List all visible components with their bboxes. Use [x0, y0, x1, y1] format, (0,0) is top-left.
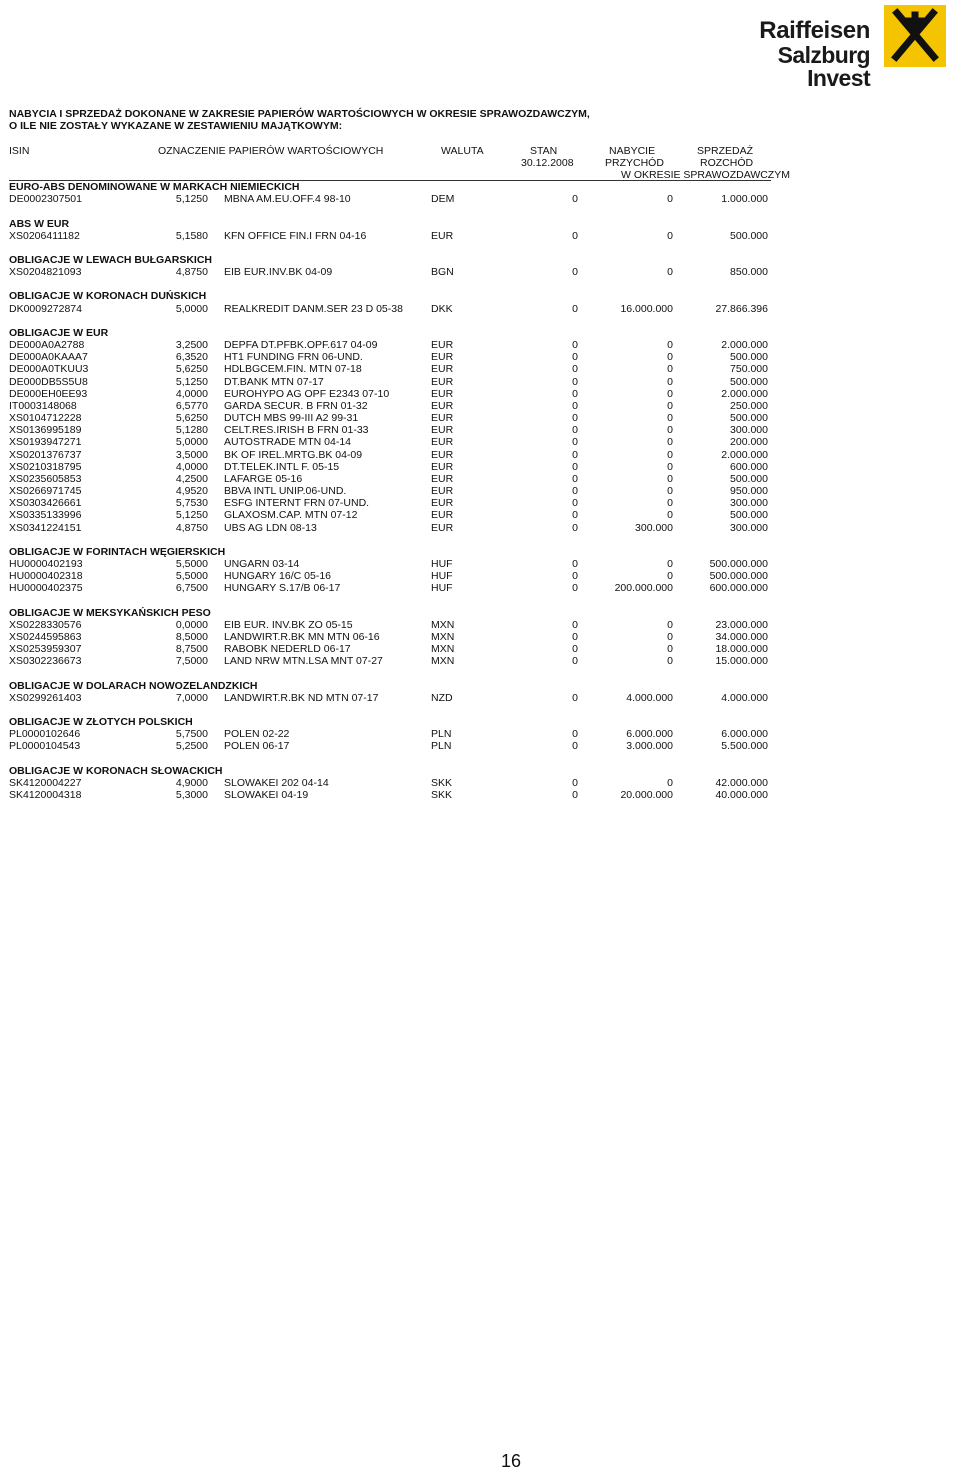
row-currency: MXN [431, 655, 455, 668]
row-sell: 600.000.000 [709, 582, 768, 595]
row-buy: 0 [667, 229, 673, 242]
section-title: OBLIGACJE W EUR [9, 326, 109, 339]
row-name: RABOBK NEDERLD 06-17 [224, 643, 351, 656]
row-isin: XS0193947271 [9, 436, 82, 449]
row-buy: 0 [667, 643, 673, 656]
row-isin: DE000DB5S5U8 [9, 375, 88, 388]
heading-line2: O ILE NIE ZOSTAŁY WYKAZANE W ZESTAWIENIU MAJĄTKOWYM: [9, 120, 343, 132]
row-sell: 2.000.000 [721, 387, 768, 400]
row-sell: 500.000 [730, 509, 768, 522]
row-currency: MXN [431, 618, 455, 631]
logo-line2: Salzburg Invest [777, 42, 870, 91]
row-stan: 0 [572, 570, 578, 583]
row-buy: 0 [667, 351, 673, 364]
row-currency: EUR [431, 472, 454, 485]
row-stan: 0 [572, 776, 578, 789]
row-buy: 0 [667, 399, 673, 412]
row-sell: 200.000 [730, 436, 768, 449]
row-buy: 0 [667, 497, 673, 510]
row-name: DT.BANK MTN 07-17 [224, 375, 324, 388]
row-sell: 18.000.000 [715, 643, 768, 656]
row-name: REALKREDIT DANM.SER 23 D 05-38 [224, 302, 403, 315]
row-rate: 8,7500 [175, 643, 208, 656]
row-name: BK OF IREL.MRTG.BK 04-09 [224, 448, 363, 461]
row-rate: 5,7500 [175, 728, 208, 741]
row-name: UBS AG LDN 08-13 [224, 521, 317, 534]
row-sell: 2.000.000 [721, 339, 768, 352]
row-currency: MXN [431, 630, 455, 643]
row-isin: DE000A0KAAA7 [9, 351, 88, 364]
row-sell: 34.000.000 [715, 630, 768, 643]
row-buy: 16.000.000 [620, 302, 673, 315]
heading-line1: NABYCIA I SPRZEDAŻ DOKONANE W ZAKRESIE PAPIERÓW WARTOŚCIOWYCH W OKRESIE SPRAWOZDAWCZYM, [9, 108, 590, 120]
row-currency: SKK [431, 776, 453, 789]
row-sell: 40.000.000 [715, 789, 768, 801]
row-buy: 0 [667, 375, 673, 388]
row-currency: HUF [431, 570, 453, 583]
row-currency: EUR [431, 375, 454, 388]
section-title: ABS W EUR [9, 217, 70, 230]
row-name: EUROHYPO AG OPF E2343 07-10 [224, 387, 390, 400]
section-title: OBLIGACJE W MEKSYKAŃSKICH PESO [9, 606, 211, 619]
row-stan: 0 [572, 302, 578, 315]
row-currency: HUF [431, 582, 453, 595]
row-stan: 0 [572, 472, 578, 485]
row-rate: 5,1280 [175, 424, 208, 437]
row-currency: EUR [431, 460, 454, 473]
row-buy: 3.000.000 [626, 740, 673, 753]
row-name: SLOWAKEI 202 04-14 [224, 776, 329, 789]
row-name: KFN OFFICE FIN.I FRN 04-16 [224, 229, 367, 242]
section-title: OBLIGACJE W DOLARACH NOWOZELANDZKICH [9, 679, 258, 692]
row-name: SLOWAKEI 04-19 [224, 789, 309, 801]
row-currency: EUR [431, 363, 454, 376]
row-stan: 0 [572, 497, 578, 510]
row-name: HT1 FUNDING FRN 06-UND. [224, 351, 363, 364]
row-stan: 0 [572, 193, 578, 206]
col-rozchod: ROZCHÓD [700, 157, 754, 169]
row-isin: PL0000102646 [9, 728, 81, 741]
row-stan: 0 [572, 412, 578, 424]
row-stan: 0 [572, 655, 578, 668]
report-heading [9, 108, 590, 132]
section-title: OBLIGACJE W FORINTACH WĘGIERSKICH [9, 545, 226, 558]
row-isin: PL0000104543 [9, 740, 81, 753]
row-currency: DKK [431, 302, 453, 315]
row-isin: XS0341224151 [9, 521, 82, 534]
row-currency: EUR [431, 399, 454, 412]
row-buy: 0 [667, 558, 673, 570]
row-name: POLEN 02-22 [224, 728, 290, 741]
row-isin: XS0104712228 [9, 412, 82, 424]
row-stan: 0 [572, 448, 578, 461]
row-stan: 0 [572, 789, 578, 801]
row-sell: 2.000.000 [721, 448, 768, 461]
row-isin: DK0009272874 [9, 302, 82, 315]
row-rate: 5,2500 [175, 740, 208, 753]
row-buy: 0 [667, 436, 673, 449]
row-currency: SKK [431, 789, 453, 801]
col-name: OZNACZENIE PAPIERÓW WARTOŚCIOWYCH [158, 145, 384, 157]
row-currency: EUR [431, 387, 454, 400]
row-currency: EUR [431, 448, 454, 461]
row-stan: 0 [572, 740, 578, 753]
row-rate: 5,5000 [175, 570, 208, 583]
row-stan: 0 [572, 728, 578, 741]
row-buy: 0 [667, 460, 673, 473]
row-stan: 0 [572, 509, 578, 522]
row-rate: 3,2500 [175, 339, 208, 352]
row-isin: XS0136995189 [9, 424, 82, 437]
row-buy: 0 [667, 485, 673, 497]
row-buy: 4.000.000 [626, 691, 673, 704]
row-buy: 20.000.000 [620, 789, 673, 801]
row-stan: 0 [572, 363, 578, 376]
row-isin: XS0253959307 [9, 643, 82, 656]
row-isin: XS0303426661 [9, 497, 82, 510]
row-currency: EUR [431, 509, 454, 522]
row-name: DEPFA DT.PFBK.OPF.617 04-09 [224, 339, 378, 352]
row-isin: XS0335133996 [9, 509, 82, 522]
row-currency: PLN [431, 740, 452, 753]
row-isin: DE000EH0EE93 [9, 387, 88, 400]
row-isin: HU0000402318 [9, 570, 83, 583]
row-buy: 0 [667, 630, 673, 643]
row-currency: EUR [431, 497, 454, 510]
raiffeisen-logo [736, 5, 946, 91]
row-isin: DE000A0TKUU3 [9, 363, 89, 376]
row-rate: 5,7530 [175, 497, 208, 510]
row-isin: XS0201376737 [9, 448, 82, 461]
row-name: UNGARN 03-14 [224, 558, 300, 570]
row-buy: 0 [667, 387, 673, 400]
row-rate: 4,8750 [175, 521, 208, 534]
row-rate: 7,0000 [175, 691, 208, 704]
row-currency: EUR [431, 436, 454, 449]
row-sell: 23.000.000 [715, 618, 768, 631]
row-isin: HU0000402193 [9, 558, 83, 570]
row-sell: 850.000 [730, 266, 768, 279]
section-title: OBLIGACJE W ZŁOTYCH POLSKICH [9, 716, 193, 728]
row-sell: 5.500.000 [721, 740, 768, 753]
row-sell: 300.000 [730, 424, 768, 437]
row-rate: 4,0000 [175, 387, 208, 400]
row-buy: 0 [667, 193, 673, 206]
row-rate: 5,6250 [175, 363, 208, 376]
section-title: OBLIGACJE W KORONACH SŁOWACKICH [9, 764, 223, 777]
row-buy: 200.000.000 [614, 582, 673, 595]
row-name: AUTOSTRADE MTN 04-14 [224, 436, 351, 449]
row-stan: 0 [572, 424, 578, 437]
logo-line1: Raiffeisen [759, 17, 870, 44]
row-buy: 0 [667, 412, 673, 424]
row-sell: 15.000.000 [715, 655, 768, 668]
col-currency: WALUTA [441, 145, 484, 157]
row-currency: EUR [431, 351, 454, 364]
row-isin: SK4120004227 [9, 776, 82, 789]
row-sell: 42.000.000 [715, 776, 768, 789]
row-isin: XS0244595863 [9, 630, 82, 643]
row-stan: 0 [572, 351, 578, 364]
row-rate: 4,0000 [175, 460, 208, 473]
row-rate: 0,0000 [175, 618, 208, 631]
row-currency: NZD [431, 691, 453, 704]
row-isin: IT0003148068 [9, 399, 77, 412]
section-title: OBLIGACJE W LEWACH BUŁGARSKICH [9, 254, 212, 266]
row-buy: 6.000.000 [626, 728, 673, 741]
row-isin: XS0302236673 [9, 655, 82, 668]
row-name: CELT.RES.IRISH B FRN 01-33 [224, 424, 369, 437]
row-rate: 6,5770 [175, 399, 208, 412]
row-sell: 950.000 [730, 485, 768, 497]
row-isin: HU0000402375 [9, 582, 83, 595]
row-isin: XS0228330576 [9, 618, 82, 631]
row-sell: 250.000 [730, 399, 768, 412]
row-stan: 0 [572, 339, 578, 352]
row-rate: 7,5000 [175, 655, 208, 668]
row-sell: 500.000 [730, 412, 768, 424]
row-isin: DE0002307501 [9, 193, 82, 206]
row-currency: EUR [431, 424, 454, 437]
row-stan: 0 [572, 558, 578, 570]
row-sell: 500.000 [730, 229, 768, 242]
row-currency: EUR [431, 229, 454, 242]
row-name: ESFG INTERNT FRN 07-UND. [224, 497, 370, 510]
row-stan: 0 [572, 643, 578, 656]
row-buy: 0 [667, 509, 673, 522]
row-name: POLEN 06-17 [224, 740, 290, 753]
row-buy: 0 [667, 776, 673, 789]
row-isin: XS0299261403 [9, 691, 82, 704]
row-stan: 0 [572, 521, 578, 534]
col-isin: ISIN [9, 145, 30, 157]
row-rate: 6,7500 [175, 582, 208, 595]
row-sell: 750.000 [730, 363, 768, 376]
row-currency: DEM [431, 193, 455, 206]
row-isin: XS0204821093 [9, 266, 82, 279]
row-name: MBNA AM.EU.OFF.4 98-10 [224, 193, 351, 206]
row-rate: 4,2500 [175, 472, 208, 485]
row-sell: 6.000.000 [721, 728, 768, 741]
row-rate: 4,9520 [175, 485, 208, 497]
row-sell: 500.000.000 [709, 570, 768, 583]
row-rate: 3,5000 [175, 448, 208, 461]
row-buy: 0 [667, 655, 673, 668]
col-okres: W OKRESIE SPRAWOZDAWCZYM [621, 169, 790, 181]
row-name: LANDWIRT.R.BK MN MTN 06-16 [224, 630, 380, 643]
row-sell: 600.000 [730, 460, 768, 473]
row-stan: 0 [572, 387, 578, 400]
row-currency: EUR [431, 412, 454, 424]
row-sell: 4.000.000 [721, 691, 768, 704]
row-stan: 0 [572, 266, 578, 279]
row-buy: 0 [667, 339, 673, 352]
row-buy: 0 [667, 424, 673, 437]
row-sell: 27.866.396 [715, 302, 768, 315]
row-isin: DE000A0A2788 [9, 339, 85, 352]
row-sell: 300.000 [730, 497, 768, 510]
row-sell: 500.000 [730, 472, 768, 485]
row-stan: 0 [572, 582, 578, 595]
row-sell: 1.000.000 [721, 193, 768, 206]
row-rate: 5,1250 [175, 193, 208, 206]
row-sell: 500.000 [730, 375, 768, 388]
section-title: EURO-ABS DENOMINOWANE W MARKACH NIEMIECKICH [9, 181, 300, 193]
section-title: OBLIGACJE W KORONACH DUŃSKICH [9, 290, 207, 303]
row-sell: 500.000 [730, 351, 768, 364]
row-currency: PLN [431, 728, 452, 741]
row-name: HUNGARY S.17/B 06-17 [224, 582, 341, 595]
row-rate: 8,5000 [175, 630, 208, 643]
row-isin: XS0206411182 [9, 229, 80, 242]
col-nabycie: NABYCIE [609, 145, 656, 157]
row-name: BBVA INTL UNIP.06-UND. [224, 485, 347, 497]
row-name: DT.TELEK.INTL F. 05-15 [224, 460, 340, 473]
row-stan: 0 [572, 229, 578, 242]
row-name: LANDWIRT.R.BK ND MTN 07-17 [224, 691, 379, 704]
row-sell: 500.000.000 [709, 558, 768, 570]
row-buy: 0 [667, 363, 673, 376]
row-rate: 5,1250 [175, 509, 208, 522]
row-name: EIB EUR.INV.BK 04-09 [224, 266, 333, 279]
row-currency: MXN [431, 643, 455, 656]
row-rate: 5,0000 [175, 436, 208, 449]
row-name: GLAXOSM.CAP. MTN 07-12 [224, 509, 358, 522]
row-isin: XS0210318795 [9, 460, 82, 473]
col-stan: STAN [530, 145, 558, 157]
row-stan: 0 [572, 630, 578, 643]
row-name: DUTCH MBS 99-III A2 99-31 [224, 412, 359, 424]
row-name: HUNGARY 16/C 05-16 [224, 570, 331, 583]
row-stan: 0 [572, 691, 578, 704]
row-currency: BGN [431, 266, 454, 279]
row-buy: 0 [667, 266, 673, 279]
row-isin: XS0235605853 [9, 472, 82, 485]
col-przychod: PRZYCHÓD [605, 157, 664, 169]
row-name: LAFARGE 05-16 [224, 472, 303, 485]
page-number: 16 [500, 1451, 522, 1471]
row-buy: 0 [667, 618, 673, 631]
row-stan: 0 [572, 436, 578, 449]
row-rate: 4,8750 [175, 266, 208, 279]
row-currency: HUF [431, 558, 453, 570]
row-currency: EUR [431, 339, 454, 352]
row-stan: 0 [572, 399, 578, 412]
row-rate: 5,6250 [175, 412, 208, 424]
logo-wordmark [736, 19, 870, 90]
row-stan: 0 [572, 485, 578, 497]
row-isin: SK4120004318 [9, 789, 82, 801]
row-isin: XS0266971745 [9, 485, 82, 497]
col-stan-date: 30.12.2008 [521, 157, 574, 169]
row-rate: 6,3520 [175, 351, 208, 364]
row-name: EIB EUR. INV.BK ZO 05-15 [224, 618, 353, 631]
row-rate: 5,1580 [175, 229, 208, 242]
gable-cross-logo-icon [884, 5, 946, 67]
row-sell: 300.000 [730, 521, 768, 534]
row-name: LAND NRW MTN.LSA MNT 07-27 [224, 655, 383, 668]
row-currency: EUR [431, 521, 454, 534]
row-rate: 5,0000 [175, 302, 208, 315]
row-stan: 0 [572, 460, 578, 473]
row-buy: 300.000 [635, 521, 673, 534]
row-rate: 5,5000 [175, 558, 208, 570]
row-buy: 0 [667, 472, 673, 485]
row-stan: 0 [572, 618, 578, 631]
row-buy: 0 [667, 448, 673, 461]
row-rate: 5,3000 [175, 789, 208, 801]
row-currency: EUR [431, 485, 454, 497]
row-stan: 0 [572, 375, 578, 388]
row-rate: 5,1250 [175, 375, 208, 388]
row-rate: 4,9000 [175, 776, 208, 789]
col-sprzedaz: SPRZEDAŻ [697, 145, 754, 157]
row-buy: 0 [667, 570, 673, 583]
row-name: GARDA SECUR. B FRN 01-32 [224, 399, 368, 412]
row-name: HDLBGCEM.FIN. MTN 07-18 [224, 363, 362, 376]
